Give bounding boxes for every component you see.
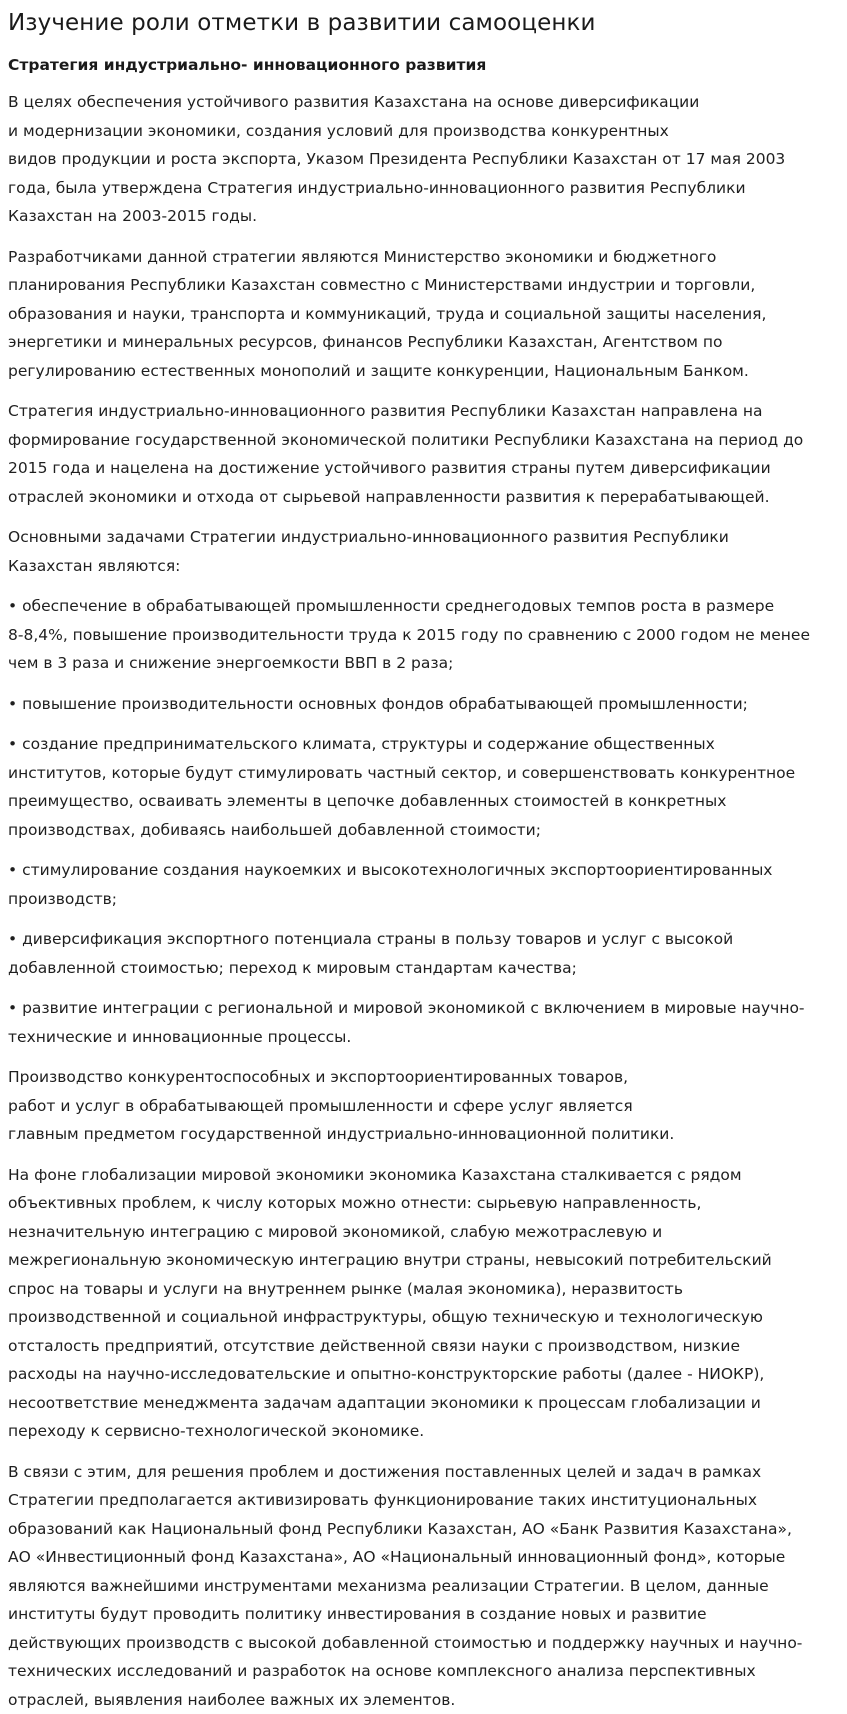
bullet-item-climate: • создание предпринимательского климата, структуры и содержание общественных институтов, которые будут стимулировать частный сектор, и совершенствовать конкурентное преимущество, осваивать элементы в цепочке добавленных стоимостей в конкретных производствах, добиваясь наибольшей добавленной стоимости;: [8, 730, 840, 844]
document-page: [8, 7, 840, 1714]
page-title: Изучение роли отметки в развитии самооценки: [8, 7, 840, 40]
bullet-item-diversification: • диверсификация экспортного потенциала страны в пользу товаров и услуг с высокой добавленной стоимостью; переход к мировым стандартам качества;: [8, 925, 840, 982]
bullet-item-integration: • развитие интеграции с региональной и мировой экономикой с включением в мировые научно- технические и инновационные процессы.: [8, 994, 840, 1051]
paragraph-tasks-intro: Основными задачами Стратегии индустриально-инновационного развития Республики Казахстан являются:: [8, 523, 840, 580]
section-heading: Стратегия индустриально- инновационного развития: [8, 54, 840, 76]
paragraph-intro: В целях обеспечения устойчивого развития Казахстана на основе диверсификации и модернизации экономики, создания условий для производства конкурентных видов продукции и роста экспорта, Указом Президента Республики Казахстан от 17 мая 2003 года, была утверждена Стратегия индустриально-инновационного развития Республики Казахстан на 2003-2015 годы.: [8, 88, 840, 231]
bullet-item-growth: • обеспечение в обрабатывающей промышленности среднегодовых темпов роста в размере 8-8,4%, повышение производительности труда к 2015 году по сравнению с 2000 годом не менее чем в 3 раза и снижение энергоемкости ВВП в 2 раза;: [8, 592, 840, 678]
paragraph-production: Производство конкурентоспособных и экспортоориентированных товаров, работ и услуг в обрабатывающей промышленности и сфере услуг является главным предметом государственной индустриально-инновационной политики.: [8, 1063, 840, 1149]
bullet-item-productivity: • повышение производительности основных фондов обрабатывающей промышленности;: [8, 690, 840, 719]
paragraph-developers: Разработчиками данной стратегии являются Министерство экономики и бюджетного планирования Республики Казахстан совместно с Министерствами индустрии и торговли, образования и науки, транспорта и коммуникаций, труда и социальной защиты населения, энергетики и минеральных ресурсов, финансов Республики Казахстан, Агентством по регулированию естественных монополий и защите конкуренции, Национальным Банком.: [8, 243, 840, 386]
paragraph-problems: На фоне глобализации мировой экономики экономика Казахстана сталкивается с рядом объективных проблем, к числу которых можно отнести: сырьевую направленность, незначительную интеграцию с мировой экономикой, слабую межотраслевую и межрегиональную экономическую интеграцию внутри страны, невысокий потребительский спрос на товары и услуги на внутреннем рынке (малая экономика), неразвитость производственной и социальной инфраструктуры, общую техническую и технологическую отсталость предприятий, отсутствие действенной связи науки с производством, низкие расходы на научно-исследовательские и опытно-конструкторские работы (далее - НИОКР), несоответствие менеджмента задачам адаптации экономики к процессам глобализации и переходу к сервисно-технологической экономике.: [8, 1161, 840, 1446]
paragraph-institutions: В связи с этим, для решения проблем и достижения поставленных целей и задач в рамках Стратегии предполагается активизировать функционирование таких институциональных образований как Национальный фонд Республики Казахстан, АО «Банк Развития Казахстана», АО «Инвестиционный фонд Казахстана», АО «Национальный инновационный фонд», которые являются важнейшими инструментами механизма реализации Стратегии. В целом, данные институты будут проводить политику инвестирования в создание новых и развитие действующих производств с высокой добавленной стоимостью и поддержку научных и научно- технических исследований и разработок на основе комплексного анализа перспективных отраслей, выявления наиболее важных их элементов.: [8, 1458, 840, 1714]
paragraph-direction: Стратегия индустриально-инновационного развития Республики Казахстан направлена на формирование государственной экономической политики Республики Казахстана на период до 2015 года и нацелена на достижение устойчивого развития страны путем диверсификации отраслей экономики и отхода от сырьевой направленности развития к перерабатывающей.: [8, 397, 840, 511]
bullet-item-hightech: • стимулирование создания наукоемких и высокотехнологичных экспортоориентированных производств;: [8, 856, 840, 913]
